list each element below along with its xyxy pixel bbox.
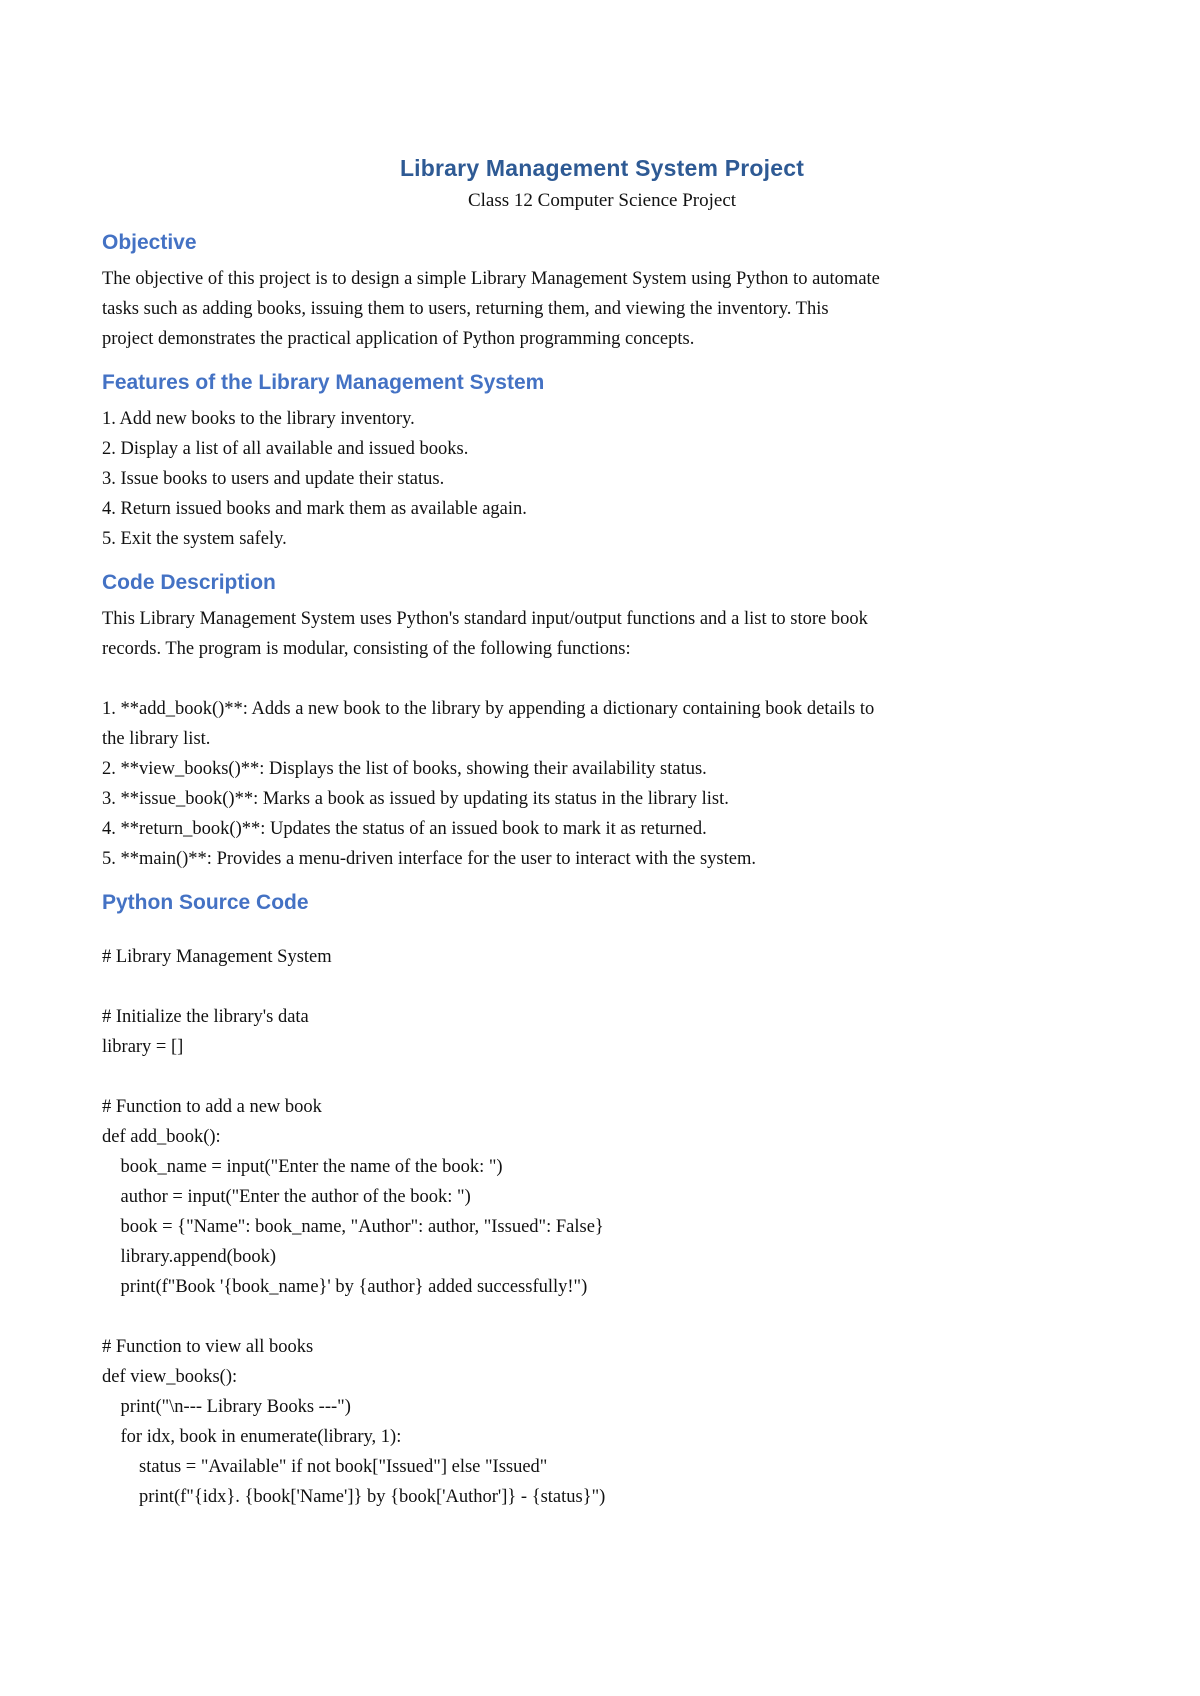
objective-line: tasks such as adding books, issuing them to users, returning them, and viewing the inventory. This [102,299,829,319]
function-item: 3. **issue_book()**: Marks a book as issued by updating its status in the library list. [102,789,729,809]
spacer [102,924,1102,942]
code-description-heading: Code Description [102,571,276,594]
code-line: for idx, book in enumerate(library, 1): [102,1427,402,1447]
code-line: # Function to add a new book [102,1097,322,1117]
code-line: print(f"{idx}. {book['Name']} by {book['Author']} - {status}") [102,1487,606,1507]
document-title: Library Management System Project [399,155,805,181]
code-line: # Function to view all books [102,1337,314,1357]
function-item: 4. **return_book()**: Updates the status of an issued book to mark it as returned. [102,819,707,839]
objective-line: The objective of this project is to design a simple Library Management System using Python to automate [102,269,880,289]
blank-line [102,664,1102,694]
objective-paragraph [102,264,1102,354]
code-line [102,1062,1102,1092]
code-description-intro [102,604,1102,664]
function-item: 1. **add_book()**: Adds a new book to the library by appending a dictionary containing book details to [102,699,875,719]
document-content [102,150,1102,1512]
code-description-intro-line: This Library Management System uses Python's standard input/output functions and a list to store book [102,609,868,629]
code-line: def add_book(): [102,1127,221,1147]
source-code-block [102,942,1102,1512]
code-line: book_name = input("Enter the name of the book: ") [102,1157,503,1177]
code-line: # Library Management System [102,947,332,967]
code-line: def view_books(): [102,1367,238,1387]
code-line: print(f"Book '{book_name}' by {author} added successfully!") [102,1277,588,1297]
features-list [102,404,1102,554]
code-line: status = "Available" if not book["Issued"] else "Issued" [102,1457,548,1477]
function-item-continuation: the library list. [102,729,211,749]
function-item: 2. **view_books()**: Displays the list of books, showing their availability status. [102,759,707,779]
feature-item: 3. Issue books to users and update their status. [102,469,445,489]
document-subtitle: Class 12 Computer Science Project [467,190,737,211]
code-line: library = [] [102,1037,184,1057]
objective-heading: Objective [102,231,197,254]
code-line [102,1302,1102,1332]
code-line: book = {"Name": book_name, "Author": author, "Issued": False} [102,1217,604,1237]
feature-item: 4. Return issued books and mark them as available again. [102,499,527,519]
function-list [102,694,1102,874]
feature-item: 1. Add new books to the library inventory. [102,409,415,429]
code-line [102,972,1102,1002]
objective-line: project demonstrates the practical application of Python programming concepts. [102,329,695,349]
source-code-heading: Python Source Code [102,891,309,914]
code-line: print("\n--- Library Books ---") [102,1397,351,1417]
code-description-intro-line: records. The program is modular, consisting of the following functions: [102,639,631,659]
feature-item: 5. Exit the system safely. [102,529,287,549]
code-line: # Initialize the library's data [102,1007,309,1027]
features-heading: Features of the Library Management System [102,371,545,394]
code-line: library.append(book) [102,1247,276,1267]
function-item: 5. **main()**: Provides a menu-driven interface for the user to interact with the system. [102,849,756,869]
code-line: author = input("Enter the author of the book: ") [102,1187,471,1207]
feature-item: 2. Display a list of all available and issued books. [102,439,469,459]
